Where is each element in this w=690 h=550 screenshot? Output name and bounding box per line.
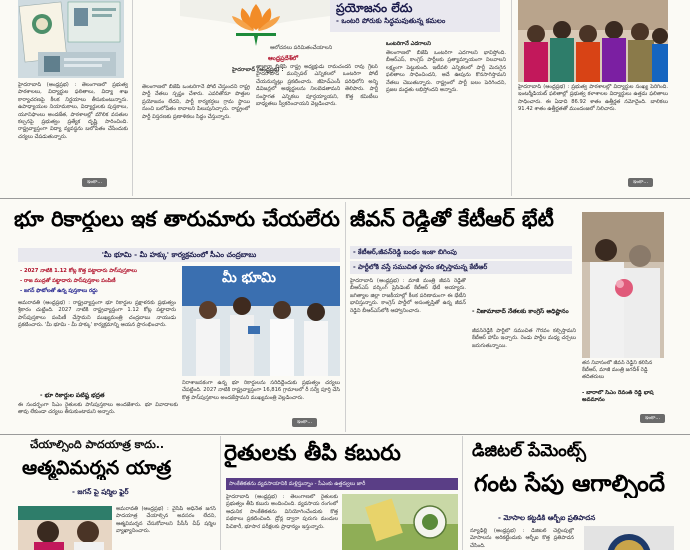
mid-right-headline: జీవన్ రెడ్డితో కేటీఆర్ భేటీ (350, 207, 554, 231)
top-col4-subhead: - ఒంటరి పోరుకు సిద్ధమవుతున్న కమలం (336, 17, 446, 25)
farmer-drone-photo (342, 494, 458, 550)
mid-left-more-button[interactable]: ఇంకా... (292, 418, 317, 427)
top-col3-subhead: ఆంధ్రప్రదేశ్‌లో (268, 55, 299, 62)
mid-right-side-caption: - నిజామాబాద్ నేతలకు కాంగ్రెస్ అధిష్టానం (472, 308, 569, 315)
top-col2-caption: ఆలోచనలు పరిమితంచేయాలని (270, 45, 333, 51)
bottom2-sub-bar: సాంకేతికతను వ్యవసాయానికి మళ్లిస్తున్నాం - సీఎంకు ఉత్తర్వులు జారీ (226, 478, 458, 490)
mid-left-bullet-2: - రాజ ముద్రతో పట్టాదారు పాస్‌పుస్తకాల పంపిణీ (20, 278, 116, 284)
lotus-icon (180, 0, 330, 46)
bottom1-text: అమరావతి (ఆంధ్రప్రభ) : వైసీపీ అధినేత జగన్ పాదయాత్ర చేయాల్సిన అవసరం లేదని, ఆత్మవిమర్శన చేసుకోవాలని పీసీసీ చీఫ్ షర్మిల వ్యాఖ్యానించారు. (116, 506, 216, 535)
bottom1-headline: ఆత్మవిమర్శన యాత్ర (22, 457, 172, 479)
mid-left-bullet-1: - 2027 నాటికి 1.12 కోట్ల కొత్త పట్టాదారు పాస్‌పుస్తకాలు (20, 268, 137, 274)
mid-right-side-text: జీవన్‌రెడ్డికి పార్టీలో సముచిత గౌరవం కల్పిస్తామని కేటీఆర్ హామీ ఇచ్చారు. రెండు పార్టీల మధ్య చర్చలు జరుగుతున్నాయి. (472, 328, 576, 349)
bottom1-byline: - జగన్ పై షర్మిల ఫైర్ (72, 488, 129, 496)
rbi-seal-photo (584, 526, 674, 550)
bottom2-headline: రైతులకు తీపి కబురు (224, 441, 401, 466)
top-col5-more-button[interactable]: ఇంకా... (628, 178, 653, 187)
mid-right-text: హైదరాబాద్ (ఆంధ్రప్రభ) : మాజీ మంత్రి జీవన్ రెడ్డితో బీఆర్ఎస్ వర్కింగ్ ప్రెసిడెంట్ కేటీఆర్ భేటీ అయ్యారు. జగిత్యాల జిల్లా రాజకీయాల్లో కీలక పరిణామంగా ఈ భేటీని భావిస్తున్నారు. కాంగ్రెస్ పార్టీలో అసంతృప్తితో ఉన్న జీవన్ రెడ్డిని బీఆర్ఎస్‌లోకి ఆహ్వానించారు. (350, 278, 466, 314)
mid-left-right-text: నిరాశాజనకంగా ఉన్న భూ రికార్డులను సరిదిద్దేందుకు ప్రభుత్వం చర్యలు చేపట్టింది. 2027 నాటికి రాష్ట్రవ్యాప్తంగా 16,816 గ్రామాలలో రీ సర్వే పూర్తి చేసి కొత్త పాస్‌పుస్తకాలు అందజేస్తామని ముఖ్యమంత్రి వెల్లడించారు. (182, 380, 340, 401)
mid-left-caption: - భూ రికార్డుల పటిష్ట భద్రత (40, 392, 105, 399)
mid-right-bottom-label: - బారాలో సీఎం రేవంత్ రెడ్డి భాష అవమానం (582, 390, 654, 404)
top-col1-more-button[interactable]: ఇంకా... (82, 178, 107, 187)
students-illustration (518, 0, 668, 82)
farmer-illustration (342, 494, 458, 550)
photo-banner-text: మీ భూమి (222, 270, 276, 286)
top-col5-text: హైదరాబాద్ (ఆంధ్రప్రభ) : ప్రభుత్వ పాఠశాలల్లో విద్యార్థుల సంఖ్య పెరిగింది. ఇంటర్మీడియట్ ఫలితాల్లో ప్రభుత్వ కళాశాలల విద్యార్థులు ఉత్తమ ఫలితాలు సాధించారు. ఈ ఏడాది 86.92 శాతం ఉత్తీర్ణత నమోదైంది. బాలికలు 91.42 శాతం ఉత్తీర్ణతతో ముందంజలో నిలిచారు. (518, 84, 668, 113)
mid-left-text2: ఈ సందర్భంగా సీఎం రైతులకు పాస్‌పుస్తకాలు అందజేశారు. భూ వివాదాలకు తావు లేకుండా చర్యలు తీసుకుంటామని అన్నారు. (18, 402, 178, 416)
certificate-illustration (18, 0, 124, 78)
top-col1-text: హైదరాబాద్ (ఆంధ్రప్రభ) : తెలంగాణలో ప్రభుత్వ పాఠశాలలు, విద్యార్థుల ఫలితాలు, విద్యా శాఖ కార్యాచరణపై కీలక నిర్ణయాలు తీసుకుంటున్నారు. ఉపాధ్యాయుల నియామకాలు, విద్యార్థులకు పుస్తకాలు, యూనిఫాంలు అందజేత, పాఠశాలల్లో మౌలిక వసతుల కల్పనపై ప్రభుత్వం ప్రత్యేక దృష్టి సారించింది. రాష్ట్రవ్యాప్తంగా విద్యా వ్యవస్థను బలోపేతం చేసేందుకు చర్యలు చేపడుతున్నారు. (18, 82, 128, 140)
mid-left-bullet-3: - జగన్ ఫొటోలతో ఉన్న పుస్తకాలు రద్దు (20, 288, 98, 294)
bottom2-text: హైదరాబాద్ (ఆంధ్రప్రభ) : తెలంగాణలో రైతులకు ప్రభుత్వం తీపి కబురు అందించింది. వ్యవసాయ రంగంలో ఆధునిక సాంకేతికతను వినియోగించేందుకు కొత్త పథకాలు ప్రకటించింది. డ్రోన్ల ద్వారా పురుగు మందుల పిచికారీ, భూసార పరీక్షలకు ప్రాధాన్యం ఇస్తున్నారు. (226, 494, 338, 530)
mid-left-sub-bar: 'మీ భూమి - మీ హక్కు' కార్యక్రమంలో సీఎం చంద్రబాబు (18, 248, 340, 262)
bottom3-headline-1: డిజిటల్ పేమెంట్స్ (472, 441, 587, 461)
cm-program-photo (182, 266, 340, 376)
ktr-meeting-illustration (582, 212, 664, 358)
mid-left-headline: భూ రికార్డులు ఇక తారుమారు చేయలేరు (14, 207, 340, 231)
bottom1-kicker: చేయాల్సింది పాదయాత్ర కాదు.. (30, 438, 165, 451)
mid-right-bullet-2: - పార్టీలోకి వస్తే సముచిత స్థానం కల్పిస్తామన్న కేటీఆర్ (350, 261, 572, 274)
bottom3-byline: - మోసాల కట్టడికి ఆర్బీఐ ప్రతిపాదన (498, 514, 596, 522)
sharmila-photo (18, 506, 112, 550)
mid-right-bullet-1: - కేటీఆర్,జీవన్‌రెడ్డి బంధం ఇంకా బిగింపు (350, 246, 572, 259)
ktr-meeting-photo (582, 212, 664, 358)
mid-left-text: అమరావతి (ఆంధ్రప్రభ) : రాష్ట్రవ్యాప్తంగా భూ రికార్డుల ప్రక్షాళనకు ప్రభుత్వం శ్రీకారం చుట్టింది. 2027 నాటికి రాష్ట్రవ్యాప్తంగా 1.12 కోట్ల పట్టాదారు పాస్‌పుస్తకాలు పంపిణీ చేస్తామని ముఖ్యమంత్రి చంద్రబాబు నాయుడు ప్రకటించారు. 'మీ భూమి - మీ హక్కు' కార్యక్రమాన్ని ఆయన ప్రారంభించారు. (18, 300, 176, 329)
bjp-lotus-logo (180, 0, 330, 46)
certificate-photo (18, 0, 124, 78)
mid-left-bullets (20, 266, 174, 296)
bottom3-headline-2: గంట సేపు ఆగాల్సిందే (474, 471, 666, 497)
bottom3-text: న్యూఢిల్లీ (ఆంధ్రప్రభ) : డిజిటల్ చెల్లింపుల్లో మోసాలను అరికట్టేందుకు ఆర్బీఐ కొత్త ప్రతిపాదన చేసింది. (470, 528, 574, 549)
top-col4-text: తెలంగాణలో బీజేపీ ఒంటరిగా ఎదగాలని భావిస్తోంది. బీఆర్ఎస్, కాంగ్రెస్ పార్టీలకు ప్రత్యామ్నాయంగా నిలవాలని లక్ష్యంగా పెట్టుకుంది. ఇటీవలి ఎన్నికలలో పార్టీ మెరుగైన ఫలితాలు సాధించిందని, అదే ఊపును కొనసాగిస్తామని నేతలు చెబుతున్నారు. రాష్ట్రంలో పార్టీ బలం పెరిగిందని, ప్రజల మద్దతు లభిస్తోందని అన్నారు. (386, 50, 506, 94)
top-col4-headline: ప్రయోజనం లేదు (336, 1, 413, 15)
ktr-photo-caption: తన నివాసంలో జీవన్ రెడ్డిని కలిసిన కేటీఆర్, మాజీ మంత్రి జగదీశ్ రెడ్డి తదితరులు (582, 360, 653, 380)
mid-right-more-button[interactable]: ఇంకా... (640, 414, 665, 423)
top-col3-text: తాజాగా బీజేపీ రాష్ట్ర అధ్యక్షుడు రామచందర్ రావు గ్రేటర్ హైదరాబాద్ మున్సిపల్ ఎన్నికలలో ఒంటరిగా పోటీ చేయనున్నట్లు ప్రకటించారు. జీహెచ్ఎంసీ పరిధిలోని అన్ని డివిజన్లలో అభ్యర్థులను నిలబెడతామని తెలిపారు. పార్టీ సంస్థాగత ఎన్నికలు పూర్తయ్యాయని, కొత్త కమిటీలు బాధ్యతలు స్వీకరించాయని వెల్లడించారు. (256, 64, 378, 108)
top-col2-dateline: హైదరాబాద్ (ఆంధ్రప్రభ) : (232, 67, 284, 73)
students-photo (518, 0, 668, 82)
sharmila-illustration (18, 506, 112, 550)
rbi-seal-icon (584, 526, 674, 550)
top-col4-label: ఒంటరిగానే ఎదగాలని (386, 41, 431, 47)
top-col2-text: తెలంగాణలో బీజేపీ ఒంటరిగానే పోటీ చేస్తుందని రాష్ట్ర పార్టీ నేతలు స్పష్టం చేశారు. ఎవరితోనూ పొత్తుల ప్రయోజనం లేదని, పార్టీ కార్యకర్తలు గ్రామ స్థాయి నుంచి బలోపేతం కావాలని పిలుపునిచ్చారు. రాష్ట్రంలో పార్టీ విస్తరణకు ప్రణాళికలు సిద్ధం చేస్తున్నారు. (142, 84, 250, 120)
